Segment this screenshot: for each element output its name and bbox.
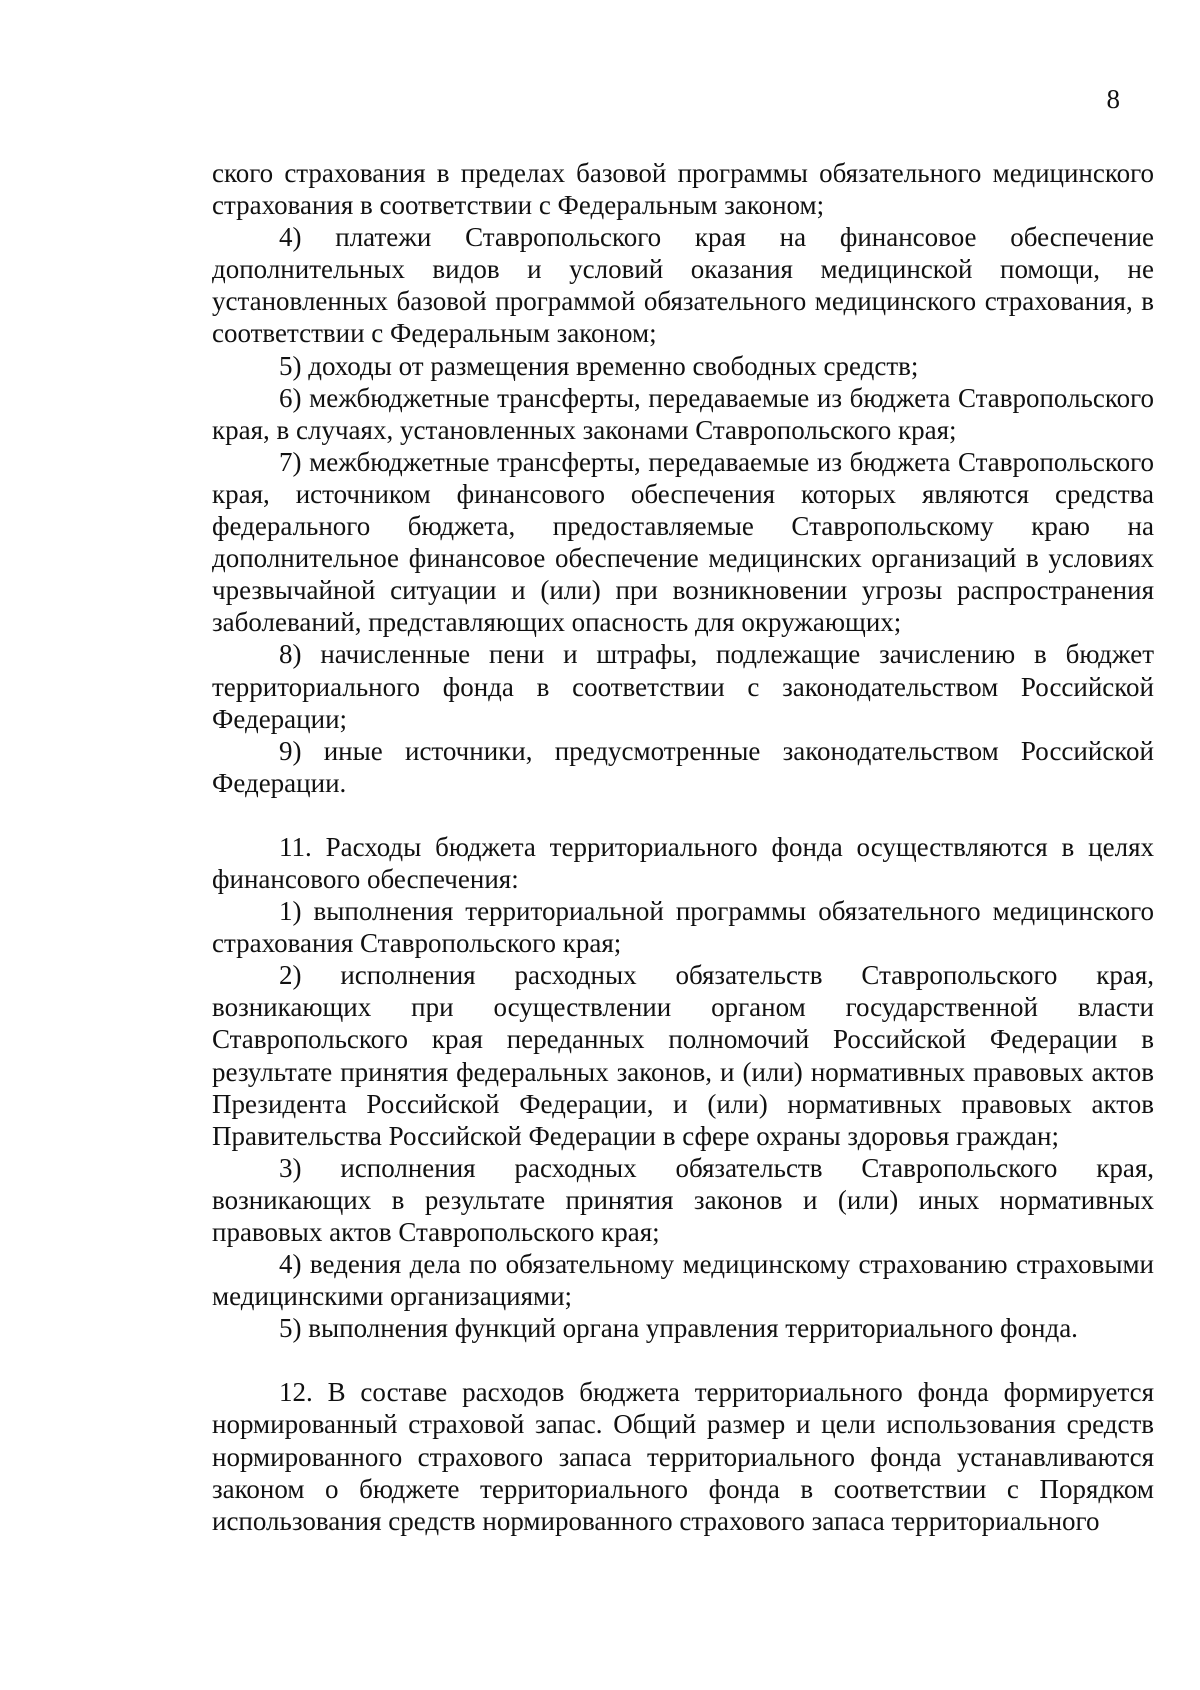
section-11-item-1: 1) выполнения территориальной программы обязательного медицинского страхования Ставропольского края; [212, 896, 1154, 959]
paragraph-item-6: 6) межбюджетные трансферты, передаваемые из бюджета Ставропольского края, в случаях, установленных законами Ставропольского края; [212, 382, 1154, 445]
section-11-item-2: 2) исполнения расходных обязательств Ставропольского края, возникающих при осуществлении органом государственной власти Ставропольского края переданных полномочий Российской Федерации в результате принятия федеральных законов, и (или) нормативных правовых актов Президента Российской Федерации, и (или) нормативных правовых актов Правительства Российской Федерации в сфере охраны здоровья граждан; [212, 960, 1154, 1151]
document-body [212, 157, 1154, 1537]
paragraph-item-8: 8) начисленные пени и штрафы, подлежащие зачислению в бюджет территориального фонда в соответствии с законодательством Российской Федерации; [212, 639, 1154, 734]
page-number: 8 [1106, 84, 1120, 114]
section-11-heading: 11. Расходы бюджета территориального фонда осуществляются в целях финансового обеспечения: [212, 831, 1154, 894]
paragraph-item-9: 9) иные источники, предусмотренные законодательством Российской Федерации. [212, 735, 1154, 798]
section-11-item-3: 3) исполнения расходных обязательств Ставропольского края, возникающих в результате принятия законов и (или) иных нормативных правовых актов Ставропольского края; [212, 1152, 1154, 1247]
paragraph-item-7: 7) межбюджетные трансферты, передаваемые из бюджета Ставропольского края, источником финансового обеспечения которых являются средства федерального бюджета, предоставляемые Ставропольскому краю на дополнительное финансовое обеспечение медицинских организаций в условиях чрезвычайной ситуации и (или) при возникновении угрозы распространения заболеваний, представляющих опасность для окружающих; [212, 446, 1154, 638]
paragraph-item-4: 4) платежи Ставропольского края на финансовое обеспечение дополнительных видов и условий оказания медицинской помощи, не установленных базовой программой обязательного медицинского страхования, в соответствии с Федеральным законом; [212, 222, 1154, 349]
section-11-item-4: 4) ведения дела по обязательному медицинскому страхованию страховыми медицинскими организациями; [212, 1249, 1154, 1312]
section-12-paragraph: 12. В составе расходов бюджета территориального фонда формируется нормированный страховой запас. Общий размер и цели использования средств нормированного страхового запаса территориального фонда устанавливаются законом о бюджете территориального фонда в соответствии с Порядком использования средств нормированного страхового запаса территориального [212, 1377, 1154, 1536]
section-11-item-5: 5) выполнения функций органа управления территориального фонда. [279, 1313, 1078, 1344]
paragraph-item-5: 5) доходы от размещения временно свободных средств; [279, 350, 919, 381]
paragraph-continuation: ского страхования в пределах базовой программы обязательного медицинского страхования в соответствии с Федеральным законом; [212, 158, 1154, 221]
